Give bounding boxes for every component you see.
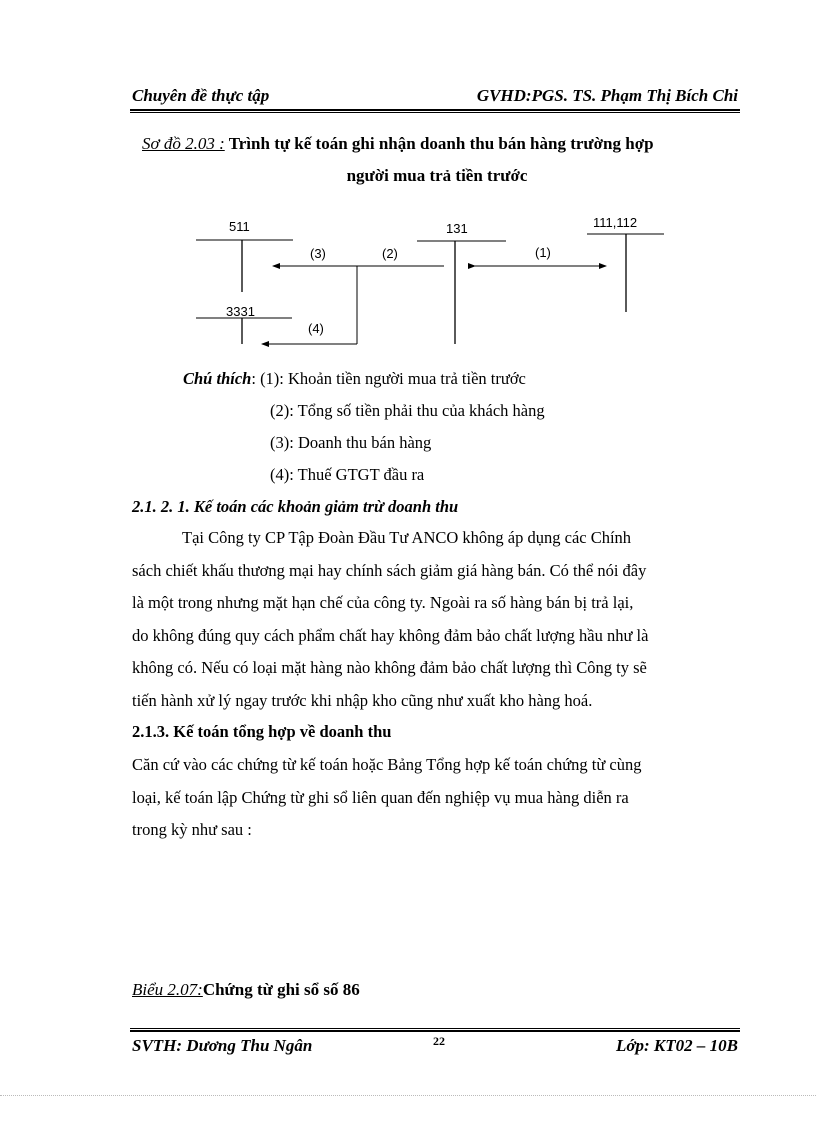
note-4: (4): Thuế GTGT đầu ra xyxy=(270,465,425,484)
bieu-title: Chứng từ ghi sổ số 86 xyxy=(202,980,360,999)
arrow-4-label: (4) xyxy=(308,321,324,336)
diagram-title-line2: người mua trả tiền trước xyxy=(346,166,528,185)
t-account-diagram xyxy=(0,0,816,380)
header-left: Chuyên đề thực tập xyxy=(132,86,270,105)
para-212-line: tiến hành xử lý ngay trước khi nhập kho cũng như xuất kho hàng hoá. xyxy=(132,690,593,710)
footer-right: Lớp: KT02 – 10B xyxy=(616,1036,738,1055)
para-212-line: là một trong nhưng mặt hạn chế của công ty. Ngoài ra số hàng bán bị trả lại, xyxy=(132,593,634,612)
note-3: (3): Doanh thu bán hàng xyxy=(270,433,432,452)
para-212-line: không có. Nếu có loại mặt hàng nào không đảm bảo chất lượng thì Công ty sẽ xyxy=(132,658,647,677)
account-111-label: 111,112 xyxy=(593,215,638,230)
para-212-line: Tại Công ty CP Tập Đoàn Đầu Tư ANCO không áp dụng các Chính xyxy=(182,528,632,547)
notes-first: Chú thích: (1): Khoản tiền người mua trả tiền trước xyxy=(183,369,526,388)
page-number: 22 xyxy=(433,1034,445,1048)
footer-left: SVTH: Dương Thu Ngân xyxy=(132,1036,313,1055)
para-213-line: Căn cứ vào các chứng từ kế toán hoặc Bảng Tổng hợp kế toán chứng từ cùng xyxy=(132,755,642,774)
bieu-caption xyxy=(132,980,360,1000)
para-212-line: sách chiết khấu thương mại hay chính sách giảm giá hàng bán. Có thể nói đây xyxy=(132,560,647,580)
header-right: GVHD:PGS. TS. Phạm Thị Bích Chi xyxy=(476,86,738,105)
arrow-3-label: (3) xyxy=(310,246,326,261)
para-213-line: loại, kế toán lập Chứng từ ghi sổ liên quan đến nghiệp vụ mua hàng diễn ra xyxy=(132,787,629,807)
note-2: (2): Tổng số tiền phải thu của khách hàng xyxy=(270,401,545,420)
section-213-heading: 2.1.3. Kế toán tổng hợp về doanh thu xyxy=(132,722,392,741)
footer-rule xyxy=(130,1030,740,1032)
notes-label: Chú thích xyxy=(183,369,252,388)
note-1: (1): Khoản tiền người mua trả tiền trước xyxy=(260,369,526,388)
section-213-paragraph xyxy=(132,749,741,847)
diagram-title-line1: Trình tự kế toán ghi nhận doanh thu bán hàng trường hợp xyxy=(228,134,654,153)
para-213-line: trong kỳ như sau : xyxy=(132,820,252,839)
footer-rule-thin xyxy=(130,1028,740,1029)
diagram-label: Sơ đồ 2.03 : xyxy=(142,134,225,153)
account-3331-label: 3331 xyxy=(226,304,255,319)
account-131-label: 131 xyxy=(446,221,468,236)
section-212-paragraph xyxy=(132,522,741,717)
bieu-label: Biểu 2.07: xyxy=(132,980,203,999)
arrow-2-label: (2) xyxy=(382,246,398,261)
para-212-line: do không đúng quy cách phẩm chất hay không đảm bảo chất lượng hầu như là xyxy=(132,625,649,645)
account-511-label: 511 xyxy=(229,219,250,234)
arrow-1-label: (1) xyxy=(535,245,551,260)
page-edge xyxy=(0,1095,816,1096)
section-212-heading: 2.1. 2. 1. Kế toán các khoản giảm trừ doanh thu xyxy=(132,497,459,516)
